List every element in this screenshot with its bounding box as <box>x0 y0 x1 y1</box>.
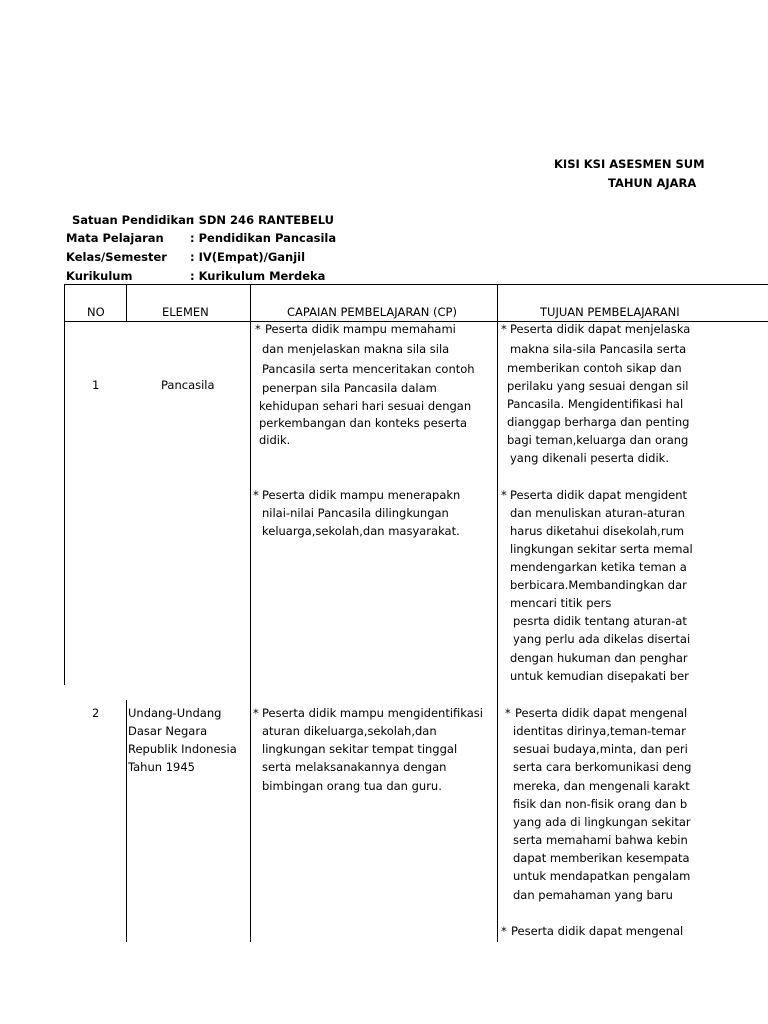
row-elemen-line: Republik Indonesia <box>128 742 237 756</box>
cp-line: bimbingan orang tua dan guru. <box>262 779 442 793</box>
tp-line: yang dikenali peserta didik. <box>510 451 669 465</box>
bullet-marker: * <box>505 706 511 720</box>
cp-line: Peserta didik mampu menerapakn <box>262 488 461 502</box>
info-label-mapel: Mata Pelajaran <box>66 231 164 245</box>
bullet-marker: * <box>253 706 259 720</box>
cp-line: nilai-nilai Pancasila dilingkungan <box>262 506 449 520</box>
document-title: KISI KSI ASESMEN SUM <box>554 157 705 171</box>
tp-line: serta cara berkomunikasi deng <box>513 760 692 774</box>
row-number: 2 <box>92 706 100 720</box>
info-label-satuan: Satuan Pendidikan <box>72 213 195 227</box>
cp-line: perkembangan dan konteks peserta <box>259 416 468 430</box>
column-header-no: NO <box>87 305 105 319</box>
info-value-satuan: : SDN 246 RANTEBELU <box>190 213 335 227</box>
tp-line: mendengarkan ketika teman a <box>510 560 687 574</box>
tp-line: Peserta didik dapat menjelaska <box>510 322 691 336</box>
cp-line: serta melaksanakannya dengan <box>262 760 447 774</box>
tp-line: mereka, dan mengenali karakt <box>513 779 690 793</box>
tp-line: dan menuliskan aturan-aturan <box>510 506 685 520</box>
col-divider-elemen <box>250 284 251 942</box>
cp-line: Peserta didik mampu memahami <box>265 322 456 336</box>
tp-line: Peserta didik dapat mengident <box>510 488 688 502</box>
tp-line: yang perlu ada dikelas disertai <box>513 632 691 646</box>
info-label-kelas: Kelas/Semester <box>66 250 167 264</box>
tp-line: mencari titik pers <box>510 596 612 610</box>
tp-line: dianggap berharga dan penting <box>507 415 690 429</box>
column-header-elemen: ELEMEN <box>162 305 209 319</box>
cp-line: Peserta didik mampu mengidentifikasi <box>262 706 483 720</box>
tp-line: perilaku yang sesuai dengan sil <box>507 379 689 393</box>
tp-line: makna sila-sila Pancasila serta <box>510 342 687 356</box>
cp-line: penerpan sila Pancasila dalam <box>262 381 437 395</box>
tp-line: pesrta didik tentang aturan-at <box>513 614 687 628</box>
tp-line: bagi teman,keluarga dan orang <box>507 433 689 447</box>
table-left-border <box>64 284 65 685</box>
cp-line: aturan dikeluarga,sekolah,dan <box>262 724 437 738</box>
tp-line: serta memahami bahwa kebin <box>513 833 688 847</box>
col-divider-no-lower <box>126 700 127 942</box>
tp-line: lingkungan sekitar serta memal <box>510 542 693 556</box>
column-header-tp: TUJUAN PEMBELAJARANI <box>540 305 680 319</box>
row-elemen-line: Tahun 1945 <box>128 760 195 774</box>
cp-line: Pancasila serta menceritakan contoh <box>262 362 475 376</box>
row-elemen-line: Undang-Undang <box>128 706 222 720</box>
tp-line: memberikan contoh sikap dan <box>507 361 682 375</box>
info-value-mapel: : Pendidikan Pancasila <box>190 231 337 245</box>
row-number: 1 <box>92 378 100 392</box>
bullet-marker: * <box>501 322 507 336</box>
cp-line: lingkungan sekitar tempat tinggal <box>262 742 458 756</box>
document-subtitle: TAHUN AJARA <box>608 176 697 190</box>
tp-line: fisik dan non-fisik orang dan b <box>513 797 688 811</box>
tp-line: identitas dirinya,teman-temar <box>513 724 686 738</box>
tp-line: dapat memberikan kesempata <box>513 851 690 865</box>
row-elemen-line: Dasar Negara <box>128 724 208 738</box>
tp-line: dan pemahaman yang baru <box>513 888 673 902</box>
cp-line: kehidupan sehari hari sesuai dengan <box>259 399 472 413</box>
tp-line: Pancasila. Mengidentifikasi hal <box>507 397 684 411</box>
tp-line: dengan hukuman dan penghar <box>510 651 688 665</box>
tp-line: Peserta didik dapat mengenal <box>515 706 688 720</box>
info-label-kurikulum: Kurikulum <box>66 269 133 283</box>
table-top-border <box>64 284 768 285</box>
column-header-cp: CAPAIAN PEMBELAJARAN (CP) <box>287 305 457 319</box>
tp-line: berbicara.Membandingkan dar <box>510 578 687 592</box>
row-elemen: Pancasila <box>161 378 215 392</box>
cp-line: didik. <box>259 433 291 447</box>
tp-line: harus diketahui disekolah,rum <box>510 524 685 538</box>
col-divider-no <box>126 284 127 322</box>
tp-line: untuk kemudian disepakati ber <box>510 669 689 683</box>
tp-line: sesuai budaya,minta, dan peri <box>513 742 688 756</box>
info-value-kurikulum: : Kurikulum Merdeka <box>190 269 326 283</box>
bullet-marker: * <box>501 488 507 502</box>
bullet-marker: * <box>255 322 261 336</box>
cp-line: keluarga,sekolah,dan masyarakat. <box>262 524 460 538</box>
bullet-marker: * <box>253 488 259 502</box>
tp-line: Peserta didik dapat mengenal <box>511 924 684 938</box>
bullet-marker: * <box>501 924 507 938</box>
info-value-kelas: : IV(Empat)/Ganjil <box>190 250 306 264</box>
cp-line: dan menjelaskan makna sila sila <box>262 342 450 356</box>
tp-line: yang ada di lingkungan sekitar <box>513 815 691 829</box>
tp-line: untuk mendapatkan pengalam <box>513 869 691 883</box>
col-divider-cp <box>497 284 498 942</box>
